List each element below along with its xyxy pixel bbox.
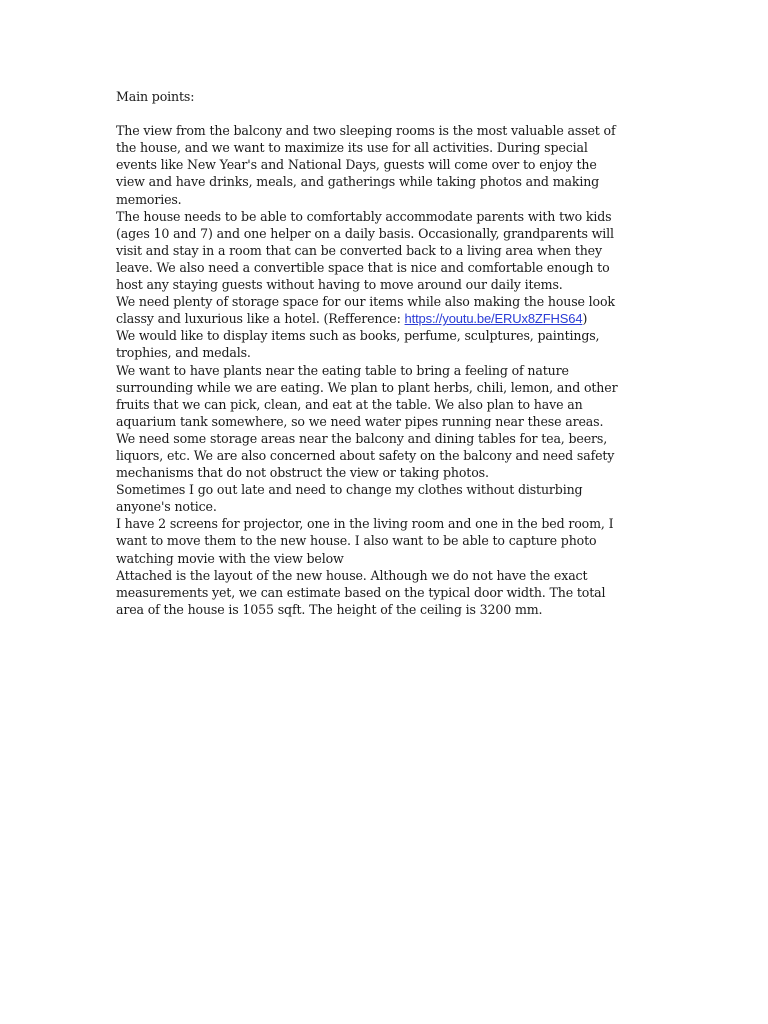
paragraph-display-items: We would like to display items such as books, perfume, sculptures, paintings, trophies, and medals. [116,328,600,361]
paragraph-balcony-view: The view from the balcony and two sleeping rooms is the most valuable asset of the house, and we want to maximize its use for all activities. During special events like New Year's and National Days, guests will come over to enjoy the view and have drinks, meals, and gatherings while taking photos and making memories. [116,123,616,207]
document-body [116,88,656,618]
paragraph-projector-screens: I have 2 screens for projector, one in the living room and one in the bed room, I want to move them to the new house. I also want to be able to capture photo watching movie with the view below [116,516,614,566]
document-heading: Main points: [116,89,195,104]
storage-text-close: ) [582,311,588,327]
paragraph-late-changing: Sometimes I go out late and need to change my clothes without disturbing anyone's notice. [116,482,583,515]
paragraph-accommodation: The house needs to be able to comfortably accommodate parents with two kids (ages 10 and 7) and one helper on a daily basis. Occasionally, grandparents will visit and stay in a room that can be converted back to a living area when they leave. We also need a convertible space that is nice and comfortable enough to host any staying guests without having to move around our daily items. [116,208,614,293]
paragraph-balcony-storage-safety: We need some storage areas near the balcony and dining tables for tea, beers, liquors, etc. We are also concerned about safety on the balcony and need safety mechanisms that do not obstruct the view or taking photos. [116,430,615,481]
storage-text: We need plenty of storage space for our items while also making the house look classy and luxurious like a hotel. (Refference: [116,294,615,327]
reference-video-link[interactable]: https://youtu.be/ERUx8ZFHS64 [404,311,583,327]
paragraph-layout-measurements: Attached is the layout of the new house. Although we do not have the exact measurements yet, we can estimate based on the typical door width. The total area of the house is 1055 sqft. The height of the ceiling is 3200 mm. [116,567,606,617]
blank-line [116,105,656,122]
paragraph-storage [116,293,656,327]
paragraph-plants-aquarium: We want to have plants near the eating table to bring a feeling of nature surrounding while we are eating. We plan to plant herbs, chili, lemon, and other fruits that we can pick, clean, and eat at the table. We also plan to have an aquarium tank somewhere, so we need water pipes running near these areas. [116,362,618,429]
